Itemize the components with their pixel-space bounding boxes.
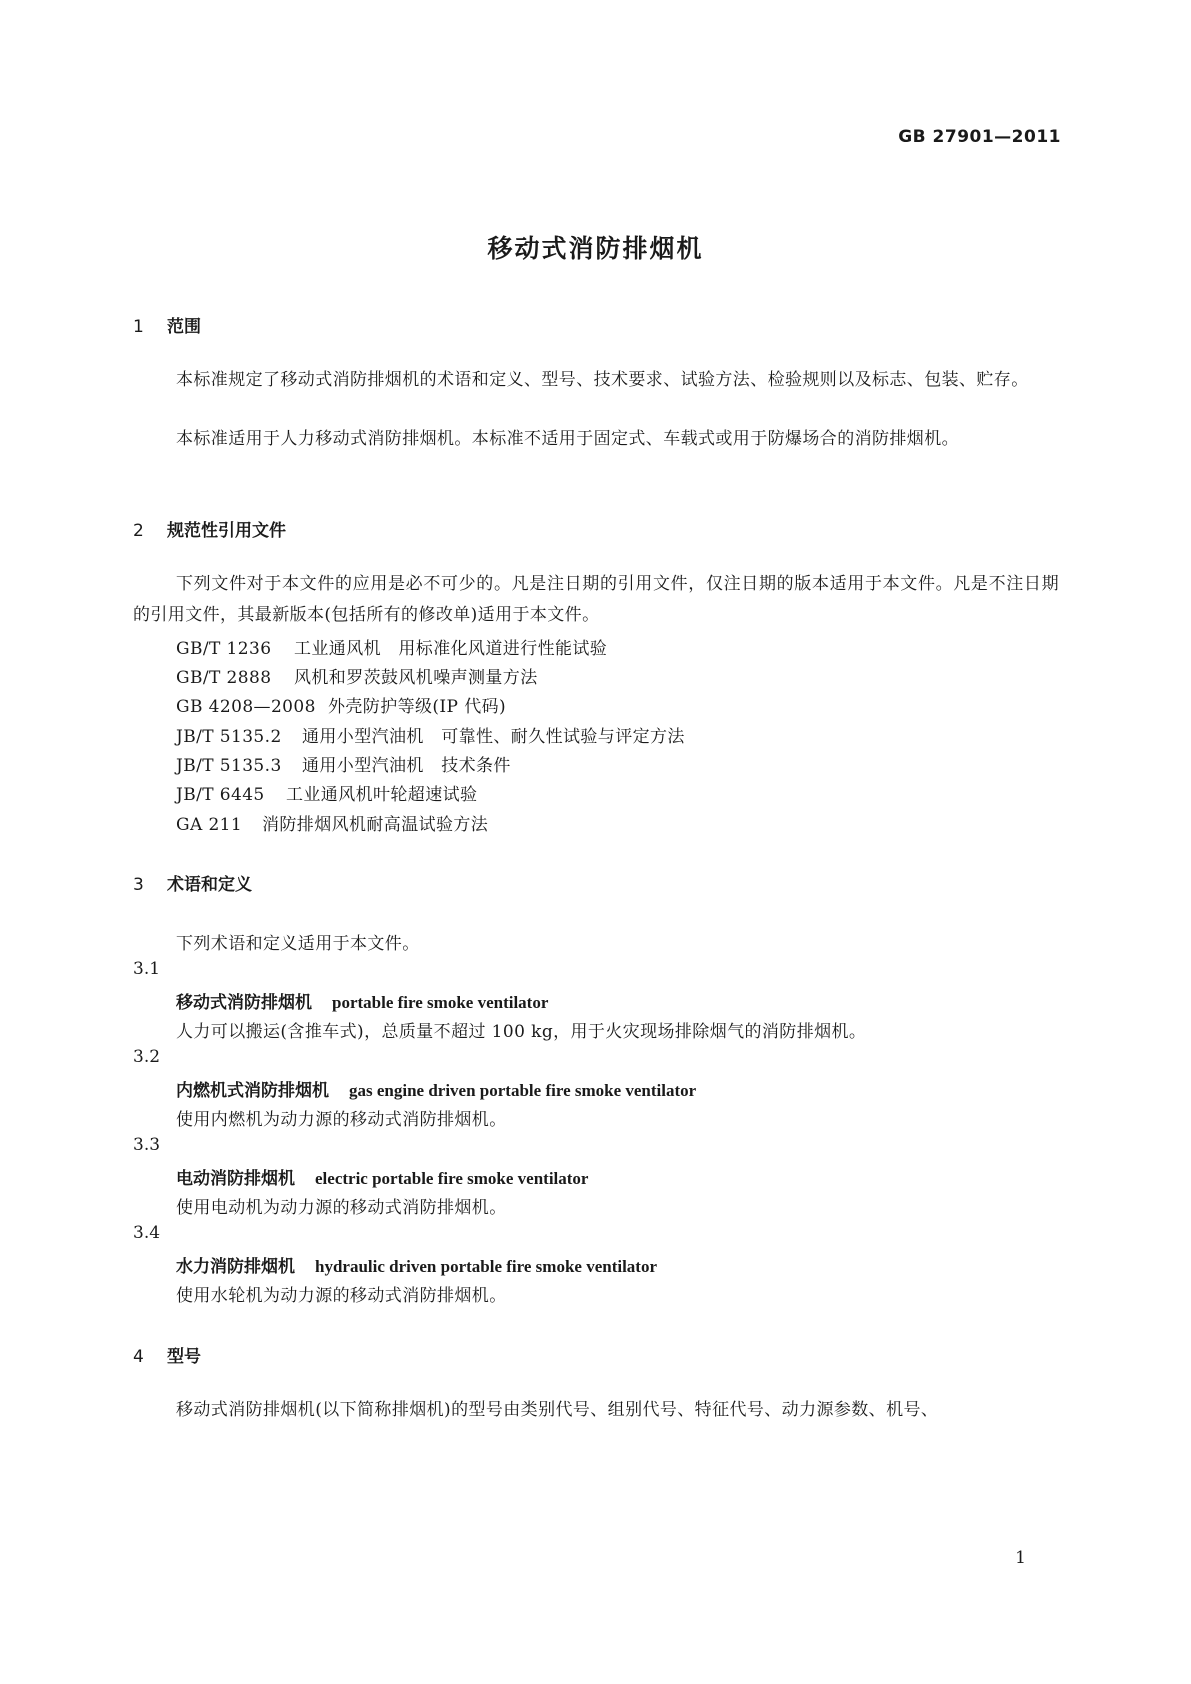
- reference-title: 消防排烟风机耐高温试验方法: [262, 815, 489, 835]
- section-title: 术语和定义: [167, 875, 252, 895]
- section-number: 4: [133, 1347, 144, 1367]
- term-name-zh: 移动式消防排烟机: [176, 993, 312, 1013]
- section-number: 2: [133, 521, 144, 541]
- reference-item: [176, 634, 607, 659]
- reference-code: GB/T 2888: [176, 668, 272, 688]
- reference-title: 风机和罗茨鼓风机噪声测量方法: [294, 668, 538, 688]
- term-name-zh: 电动消防排烟机: [176, 1169, 295, 1189]
- term-number: 3.1: [133, 959, 161, 979]
- reference-item: [176, 780, 477, 805]
- reference-code: JB/T 5135.3: [176, 756, 282, 776]
- reference-item: [176, 810, 488, 835]
- section-4-heading: [133, 1342, 201, 1367]
- section-title: 型号: [167, 1347, 201, 1367]
- reference-title: 外壳防护等级(IP 代码): [328, 697, 507, 717]
- reference-code: GB/T 1236: [176, 639, 272, 659]
- term-name-en: portable fire smoke ventilator: [332, 993, 549, 1012]
- term-number: 3.3: [133, 1135, 161, 1155]
- reference-title: 通用小型汽油机 可靠性、耐久性试验与评定方法: [302, 727, 685, 747]
- reference-code: GB 4208—2008: [176, 697, 316, 717]
- reference-item: [176, 663, 538, 688]
- section-number: 3: [133, 875, 144, 895]
- term-definition: 使用电动机为动力源的移动式消防排烟机。: [176, 1198, 507, 1218]
- term-definition: 人力可以搬运(含推车式)，总质量不超过 100 kg，用于火灾现场排除烟气的消防排烟机。: [176, 1022, 867, 1042]
- term-name: [176, 1164, 588, 1189]
- reference-code: GA 211: [176, 815, 243, 835]
- page-number: 1: [1015, 1548, 1026, 1568]
- term-number: 3.2: [133, 1047, 161, 1067]
- term-number: 3.4: [133, 1223, 161, 1243]
- section-3-heading: [133, 870, 252, 895]
- term-name-en: electric portable fire smoke ventilator: [315, 1169, 589, 1188]
- term-name-zh: 内燃机式消防排烟机: [176, 1081, 329, 1101]
- section-1-heading: [133, 312, 201, 337]
- reference-item: [176, 692, 506, 717]
- reference-code: JB/T 5135.2: [176, 727, 282, 747]
- standard-code: GB 27901—2011: [898, 127, 1061, 147]
- term-name: [176, 1076, 696, 1101]
- scope-paragraph-1: 本标准规定了移动式消防排烟机的术语和定义、型号、技术要求、试验方法、检验规则以及标志、包装、贮存。: [176, 370, 1029, 390]
- section-title: 范围: [167, 317, 201, 337]
- term-name-en: gas engine driven portable fire smoke ventilator: [349, 1081, 697, 1100]
- reference-title: 通用小型汽油机 技术条件: [302, 756, 511, 776]
- term-name: [176, 1252, 657, 1277]
- reference-item: [176, 751, 511, 776]
- document-title: 移动式消防排烟机: [487, 234, 704, 263]
- term-definition: 使用水轮机为动力源的移动式消防排烟机。: [176, 1286, 507, 1306]
- model-paragraph: 移动式消防排烟机(以下简称排烟机)的型号由类别代号、组别代号、特征代号、动力源参数、机号、: [176, 1400, 939, 1420]
- term-name-zh: 水力消防排烟机: [176, 1257, 295, 1277]
- term-name: [176, 988, 548, 1013]
- scope-paragraph-2: 本标准适用于人力移动式消防排烟机。本标准不适用于固定式、车载式或用于防爆场合的消防排烟机。: [176, 429, 959, 449]
- reference-item: [176, 722, 685, 747]
- terms-intro-paragraph: 下列术语和定义适用于本文件。: [176, 934, 420, 954]
- section-2-heading: [133, 516, 286, 541]
- section-number: 1: [133, 317, 144, 337]
- reference-code: JB/T 6445: [176, 785, 265, 805]
- reference-title: 工业通风机叶轮超速试验: [286, 785, 478, 805]
- references-intro-paragraph: 下列文件对于本文件的应用是必不可少的。凡是注日期的引用文件，仅注日期的版本适用于本文件。凡是不注日期的引用文件，其最新版本(包括所有的修改单)适用于本文件。: [133, 574, 1059, 625]
- term-name-en: hydraulic driven portable fire smoke ventilator: [315, 1257, 658, 1276]
- reference-title: 工业通风机 用标准化风道进行性能试验: [294, 639, 608, 659]
- term-definition: 使用内燃机为动力源的移动式消防排烟机。: [176, 1110, 507, 1130]
- section-title: 规范性引用文件: [167, 521, 286, 541]
